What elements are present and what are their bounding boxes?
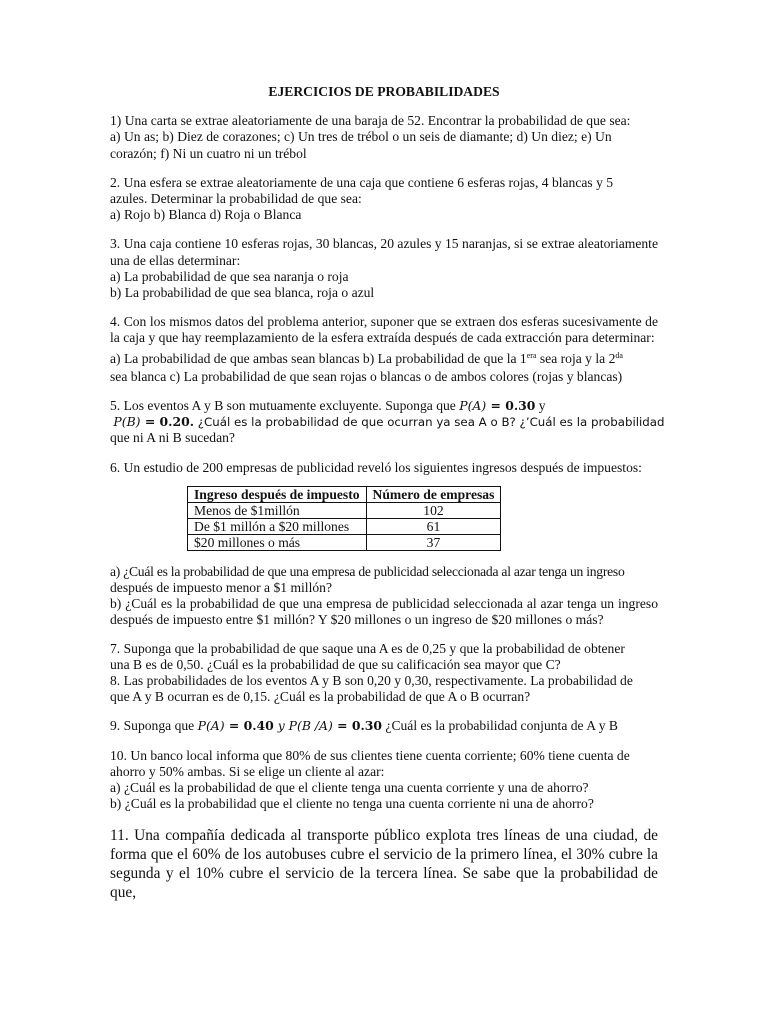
exercise-6-question-b-line-2: ingreso después de impuesto entre $1 millón? Y $20 millones o un ingreso de $20 millones o [110,596,658,628]
exercise-5-text-b: y [535,398,546,414]
exercise-4-line-3: determinar: [591,330,655,346]
exercise-6-intro: 6. Un estudio de 200 empresas de publicidad reveló los siguientes ingresos después de impuestos: [110,459,642,475]
table-row [188,534,501,550]
exercise-7 [110,641,658,673]
exercise-1-line-1: 1) Una carta se extrae aleatoriamente de una baraja de 52. Encontrar la probabilidad de que sea: [110,113,631,129]
document-title: EJERCICIOS DE PROBABILIDADES [268,84,500,99]
exercise-3-statement [110,236,658,268]
math-p-b-given-a: y P(B /A) [273,718,333,734]
table-row [188,502,501,518]
table-header-row [188,486,501,502]
exercise-6-question-b [110,596,658,628]
exercise-8-line-2: que A y B ocurran es de 0,15. ¿Cuál es la probabilidad de que A o B ocurran? [110,689,531,705]
exercise-6-question-b-line-3: más? [575,612,604,628]
superscript-era: era [526,350,537,360]
table-header-income: Ingreso después de impuesto [188,486,367,502]
math-p-a: P(A) [459,398,487,414]
exercise-6-question-a-line-1: a) ¿Cuál es la probabilidad de que una empresa de publicidad seleccionada al azar tenga un ingreso [110,563,625,579]
exercise-9-text-b: ¿Cuál es la probabilidad conjunta de A y B [382,718,618,734]
math-p-b-given-a-value: = 0.30 [332,718,383,734]
math-p-b-value: = 0.20. [140,414,195,430]
exercise-4 [110,314,658,385]
exercise-3-line-4: b) La probabilidad de que sea blanca, roja o azul [110,285,375,301]
exercise-6-question-a-line-2: después de impuesto menor a $1 millón? [110,580,332,596]
math-p-a: P(A) [197,718,225,734]
table-row [188,518,501,534]
exercise-4-line-2: de la caja y que hay reemplazamiento de la esfera extraída después de cada extracción para [110,314,658,346]
exercise-9-text-a: 9. Suponga que [110,718,198,734]
superscript-da: da [615,350,623,360]
exercise-5-text-a: 5. Los eventos A y B son mutuamente excluyente. Suponga que [110,398,460,414]
exercise-3 [110,236,658,301]
exercise-11-line-3: segunda y el 10% cubre el servicio de la tercera línea. Se sabe que la probabilidad de que, [110,864,658,901]
exercise-4-line-4b: sea roja y la 2 [536,350,616,366]
exercise-5-text-c: ¿Cuál es la probabilidad de que ocurran ya sea A o B? ¿’Cuál es la probabilidad [194,415,665,430]
exercise-5 [110,398,665,447]
table-cell-count: 61 [366,518,501,534]
exercise-9 [110,718,658,734]
exercise-4-line-5: sea blanca c) La probabilidad de que sean rojas o blancas o de ambos colores (rojas y blancas) [110,368,623,384]
exercise-2 [110,175,658,224]
exercise-4-statement [110,314,658,346]
math-p-a-value: = 0.30 [486,398,536,414]
math-p-a-value: = 0.40 [224,718,274,734]
table-cell-income: $20 millones o más [188,534,367,550]
table-cell-income: Menos de $1millón [188,502,367,518]
exercise-10-line-4: b) ¿Cuál es la probabilidad que el cliente no tenga una cuenta corriente ni una de ahorro? [110,796,594,812]
exercise-2-line-1: 2. Una esfera se extrae aleatoriamente de una caja que contiene 6 esferas rojas, 4 blancas y 5 [110,174,614,190]
exercise-3-line-2: aleatoriamente una de ellas determinar: [110,236,658,268]
exercise-4-line-4a: a) La probabilidad de que ambas sean blancas b) La probabilidad de que la 1 [110,350,527,366]
exercise-6 [110,460,658,629]
document-page [110,84,665,902]
exercise-5-line-2 [110,414,665,430]
exercise-1-line-3: corazón; f) Ni un cuatro ni un trébol [110,145,307,161]
exercise-7-line-2: una B es de 0,50. ¿Cuál es la probabilidad de que su calificación sea mayor que C? [110,656,561,672]
exercise-5-line-3: que ni A ni B sucedan? [110,430,235,446]
exercise-3-line-1: 3. Una caja contiene 10 esferas rojas, 30 blancas, 20 azules y 15 naranjas, si se extrae [110,236,575,252]
table-cell-count: 102 [366,502,501,518]
exercise-5-line-1 [110,398,658,414]
table-cell-count: 37 [366,534,501,550]
exercise-10-line-3: a) ¿Cuál es la probabilidad de que el cliente tenga una cuenta corriente y una de ahorro? [110,780,589,796]
income-table [187,486,501,551]
exercise-4-line-1: 4. Con los mismos datos del problema anterior, suponer que se extraen dos esferas sucesivamente [110,314,642,330]
exercise-2-line-3: a) Rojo b) Blanca d) Roja o Blanca [110,207,302,223]
exercise-1-line-2: a) Un as; b) Diez de corazones; c) Un tres de trébol o un seis de diamante; d) Un diez; e) Un [110,129,612,145]
exercise-3-line-3: a) La probabilidad de que sea naranja o roja [110,268,349,284]
table-header-count: Número de empresas [366,486,501,502]
exercise-7-line-1: 7. Suponga que la probabilidad de que saque una A es de 0,25 y que la probabilidad de obtener [110,640,625,656]
exercise-10-line-1: 10. Un banco local informa que 80% de sus clientes tiene cuenta corriente; 60% tiene cuenta de [110,747,630,763]
table-cell-income: De $1 millón a $20 millones [188,518,367,534]
exercise-8-line-1: 8. Las probabilidades de los eventos A y B son 0,20 y 0,30, respectivamente. La probabilidad de [110,673,633,689]
exercise-10 [110,748,658,813]
exercise-11-line-1: 11. Una compañía dedicada al transporte público explota tres líneas de una ciudad, de [110,826,658,844]
exercise-2-line-2: azules. Determinar la probabilidad de que sea: [110,191,362,207]
exercise-10-line-2: ahorro y 50% ambas. Si se elige un cliente al azar: [110,763,385,779]
exercise-4-line-4 [110,351,658,369]
exercise-1 [110,113,658,162]
exercise-11-line-2: forma que el 60% de los autobuses cubre el servicio de la primero línea, el 30% cubre la [110,845,658,863]
math-p-b: P(B) [113,414,141,430]
exercise-9-line-1 [110,718,658,734]
exercise-8 [110,673,658,705]
exercise-6-question-b-line-1: b) ¿Cuál es la probabilidad de que una empresa de publicidad seleccionada al azar tenga un [110,596,615,612]
exercise-11 [110,826,658,902]
